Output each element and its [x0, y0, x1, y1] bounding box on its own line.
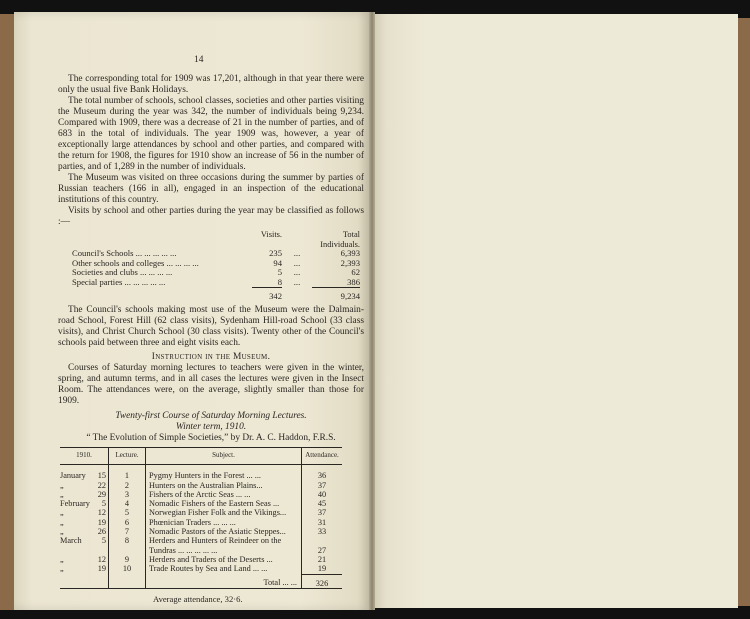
- lecture-date: [60, 555, 109, 564]
- lecture-month: „: [60, 517, 64, 527]
- row-visits: 5: [277, 267, 282, 277]
- lecture-subject: Hunters on the Australian Plains...: [146, 481, 302, 490]
- lecture-month: „: [60, 508, 64, 518]
- lecture-date: [60, 546, 109, 555]
- row-visits: 8: [277, 276, 282, 287]
- lecture-subject: Herders and Hunters of Reindeer on the: [146, 536, 302, 545]
- lecture-day: 26: [97, 527, 106, 537]
- row-label: Other schools and colleges: [72, 257, 165, 268]
- lecture-row: [60, 465, 342, 481]
- total-row: [60, 574, 342, 588]
- paragraph-4: Visits by school and other parties during the year may be classified as follows :—: [58, 206, 364, 227]
- lecture-date: [60, 527, 109, 536]
- total-value: 326: [302, 574, 343, 588]
- lecture-month: „: [60, 564, 64, 574]
- lecture-month: „: [60, 554, 64, 564]
- lecture-number: 10: [109, 564, 146, 574]
- table-sum-row: [72, 292, 360, 302]
- lecture-date: [60, 499, 109, 508]
- course-title: Twenty-first Course of Saturday Morning Lectures.: [115, 411, 307, 421]
- row-total: 6,393: [340, 248, 360, 258]
- right-page-blank: [372, 14, 738, 608]
- course-subject: “ The Evolution of Simple Societies,” by Dr. A. C. Haddon, F.R.S.: [86, 433, 336, 443]
- lecture-date: [60, 465, 109, 481]
- section-heading: Instruction in the Museum.: [151, 352, 271, 362]
- lecture-attendance: 36: [317, 471, 327, 481]
- lecture-header: Lecture.: [109, 448, 146, 465]
- lecture-month: „: [60, 480, 64, 490]
- lecture-month: March: [60, 536, 82, 546]
- lecture-subject: Pygmy Hunters in the Forest ... ...: [146, 465, 302, 481]
- lecture-attendance: 40: [317, 489, 327, 499]
- book-cover-right-edge: [736, 18, 750, 606]
- lecture-subject: Trade Routes by Sea and Land ... ...: [146, 564, 302, 574]
- lecture-row: [60, 490, 342, 499]
- sum-total: 9,234: [340, 290, 360, 301]
- lecture-month: January: [60, 471, 86, 481]
- row-visits: 94: [273, 257, 282, 268]
- leader-dots: ...: [293, 267, 301, 277]
- lecture-date: [60, 536, 109, 545]
- lecture-subject: Herders and Traders of the Deserts ...: [146, 555, 302, 564]
- lecture-day: 5: [101, 499, 106, 509]
- lecture-row: [60, 481, 342, 490]
- row-visits: 235: [269, 248, 282, 258]
- total-header: Total: [342, 230, 360, 239]
- paragraph-instruction: Courses of Saturday morning lectures to teachers were given in the winter, spring, and autumn terms, and in all cases the lectures were given in the Insect Room. The attendances were, on the average, slightly smaller than those for 1909.: [58, 363, 364, 406]
- lecture-day: 29: [97, 489, 106, 499]
- row-label: Council's Schools: [72, 248, 134, 258]
- lecture-row: [60, 499, 342, 508]
- page-text: [58, 74, 364, 605]
- leader-dots: ... ... ... ...: [166, 257, 199, 268]
- leader-dots: ...: [293, 277, 301, 287]
- lecture-number: 4: [109, 499, 146, 508]
- lecture-number: 2: [109, 481, 146, 490]
- lecture-date: [60, 518, 109, 527]
- lecture-row: [60, 508, 342, 517]
- lecture-subject: Tundras ... ... ... ... ...: [146, 546, 302, 555]
- lecture-attendance: 45: [317, 499, 327, 509]
- open-book: [0, 8, 750, 608]
- lecture-row: [60, 536, 342, 545]
- book-gutter: [369, 12, 375, 610]
- lecture-date: [60, 564, 109, 574]
- lecture-subject: Fishers of the Arctic Seas ... ...: [146, 490, 302, 499]
- subject-header: Subject.: [146, 448, 302, 465]
- lecture-number: 3: [109, 490, 146, 499]
- lecture-day: 19: [97, 564, 106, 574]
- paragraph-2: The total number of schools, school classes, societies and other parties visiting the Museum during the year was 342, the number of individuals being 9,234. Compared with 1909, there was a decrease of 21 in the number of parties, and of 683 in the total of individuals. The year 1909 was, however, a year of exceptionally large attendances by school and other parties, and compared with the return for 1908, the figures for 1910 show an increase of 56 in the number of parties, and of 1,289 in the number of individuals.: [58, 96, 364, 172]
- lecture-attendance: 37: [317, 508, 327, 518]
- row-total: 2,393: [340, 257, 360, 268]
- lecture-attendance: [302, 536, 343, 545]
- row-label: Special parties: [72, 277, 123, 287]
- lecture-subject: Nomadic Fishers of the Eastern Seas ...: [146, 499, 302, 508]
- lecture-row: [60, 555, 342, 564]
- table-row: [72, 278, 360, 288]
- lecture-attendance: 31: [317, 517, 327, 527]
- lecture-month: February: [60, 499, 90, 509]
- lecture-month: „: [60, 489, 64, 499]
- lecture-day: 15: [97, 471, 106, 481]
- paragraph-schools: The Council's schools making most use of the Museum were the Dalmain-road School, Forest Hill (62 class visits), Sydenham Hill-road School (33 class visits), and Christ Church School (30 class visits). Twenty other of the Council's schools paid between three and eight visits each.: [58, 305, 364, 348]
- lecture-number: 5: [109, 508, 146, 517]
- lecture-date: [60, 490, 109, 499]
- lecture-attendance: 33: [317, 527, 327, 537]
- lecture-date: [60, 481, 109, 490]
- lecture-subject: Norwegian Fisher Folk and the Vikings...: [146, 508, 302, 517]
- lecture-table: [60, 447, 342, 591]
- lecture-number: 7: [109, 527, 146, 536]
- page-number: 14: [194, 55, 204, 65]
- leader-dots: ... ... ... ... ...: [135, 248, 177, 258]
- lecture-day: 12: [97, 554, 106, 564]
- lecture-day: 5: [101, 536, 106, 546]
- lecture-subject: Phœnician Traders ... ... ...: [146, 518, 302, 527]
- total-label: Total ... ...: [146, 574, 302, 588]
- leader-dots: ...: [293, 248, 301, 258]
- lecture-number: 8: [109, 536, 146, 545]
- lecture-day: 22: [97, 480, 106, 490]
- leader-dots: ... ... ... ... ...: [124, 277, 166, 287]
- average-attendance: Average attendance, 32·6.: [153, 593, 243, 604]
- course-term: Winter term, 1910.: [175, 422, 247, 432]
- sum-visits: 342: [269, 290, 282, 301]
- lecture-attendance: 19: [317, 564, 327, 574]
- lecture-row: [60, 546, 342, 555]
- lecture-number: [109, 546, 146, 555]
- lecture-attendance: 37: [317, 480, 327, 490]
- visits-header: Visits.: [260, 230, 282, 239]
- row-total: 62: [351, 267, 360, 277]
- individuals-header: Individuals.: [320, 239, 360, 249]
- lecture-day: 12: [97, 508, 106, 518]
- leader-dots: ... ... ... ...: [140, 267, 173, 277]
- row-total: 386: [347, 276, 360, 287]
- lecture-number: 6: [109, 518, 146, 527]
- date-header: 1910.: [60, 448, 109, 465]
- lecture-attendance: 27: [317, 545, 327, 555]
- lecture-number: 1: [109, 465, 146, 481]
- lecture-row: [60, 527, 342, 536]
- lecture-month: „: [60, 527, 64, 537]
- lecture-date: [60, 508, 109, 517]
- lecture-row: [60, 564, 342, 574]
- lecture-subject: Nomadic Pastors of the Asiatic Steppes...: [146, 527, 302, 536]
- lecture-number: 9: [109, 555, 146, 564]
- row-label: Societies and clubs: [72, 267, 138, 277]
- paragraph-1: The corresponding total for 1909 was 17,201, although in that year there were only the usual five Bank Holidays.: [58, 74, 364, 95]
- visits-table: [72, 230, 360, 301]
- attendance-header: Attendance.: [302, 448, 343, 465]
- leader-dots: ...: [293, 257, 301, 268]
- paragraph-3: The Museum was visited on three occasions during the summer by parties of Russian teachers (166 in all), engaged in an inspection of the educational institutions of this country.: [58, 173, 364, 205]
- lecture-row: [60, 518, 342, 527]
- lecture-day: 19: [97, 517, 106, 527]
- lecture-attendance: 21: [317, 554, 327, 564]
